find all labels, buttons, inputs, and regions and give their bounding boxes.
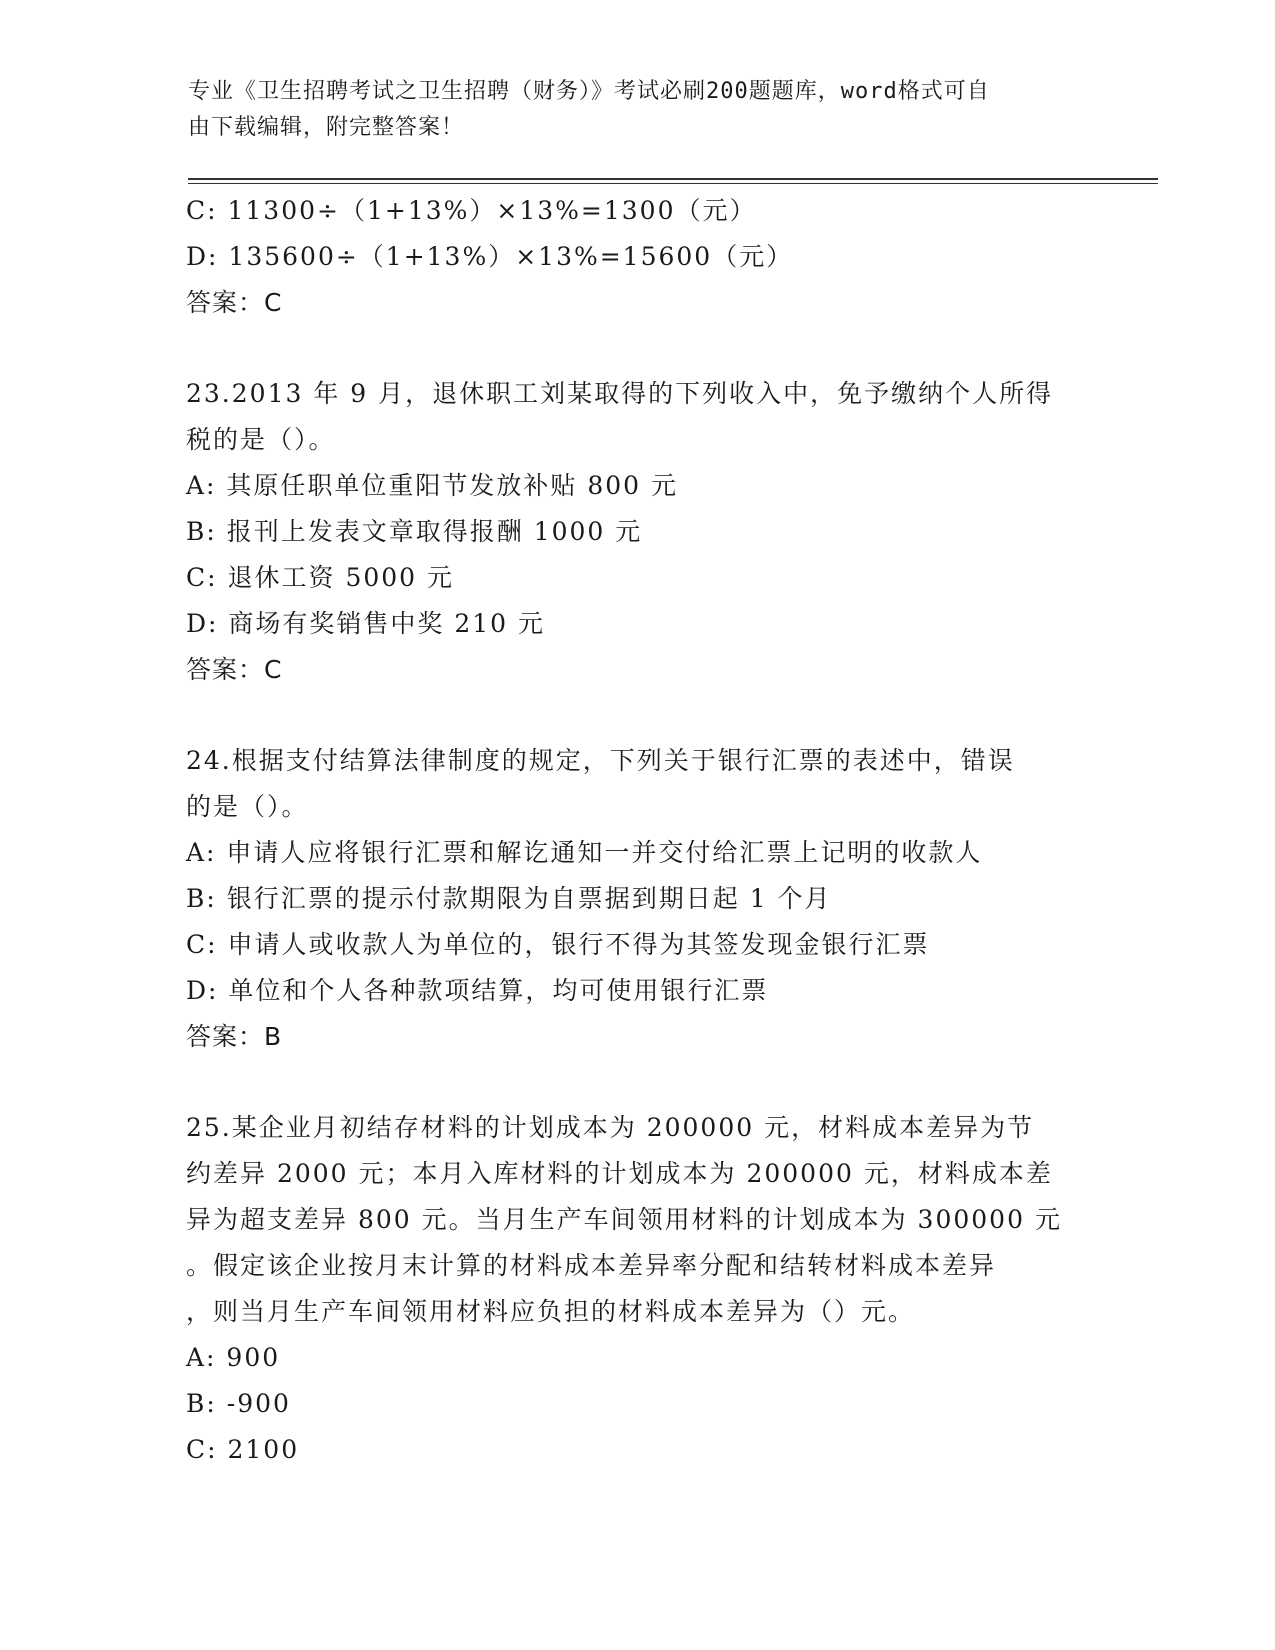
q25-option-a: A: 900 xyxy=(186,1343,281,1372)
q25-stem-line-4: 。假定该企业按月末计算的材料成本差异率分配和结转材料成本差异 xyxy=(186,1251,997,1280)
q25-stem-line-3: 异为超支差异 800 元。当月生产车间领用材料的计划成本为 300000 元 xyxy=(186,1205,1062,1234)
q25-stem xyxy=(186,1105,1106,1335)
q24-option-b: B: 银行汇票的提示付款期限为自票据到期日起 1 个月 xyxy=(186,884,832,913)
q24-stem-line-1: 24.根据支付结算法律制度的规定，下列关于银行汇票的表述中，错误 xyxy=(186,746,1015,775)
q23-stem xyxy=(186,371,1106,463)
q23-option-a: A: 其原任职单位重阳节发放补贴 800 元 xyxy=(186,471,679,500)
q24-option-c: C: 申请人或收款人为单位的，银行不得为其签发现金银行汇票 xyxy=(186,930,930,959)
header-title-line-1: 专业《卫生招聘考试之卫生招聘（财务）》考试必刷200题题库，word格式可自 xyxy=(188,79,990,104)
question-24 xyxy=(186,738,1106,1060)
q23-option-b: B: 报刊上发表文章取得报酬 1000 元 xyxy=(186,517,643,546)
header-divider-thin xyxy=(188,183,1158,184)
q25-option-b: B: -900 xyxy=(186,1389,291,1418)
q24-stem xyxy=(186,738,1106,830)
question-25 xyxy=(186,1105,1106,1473)
q25-stem-line-2: 约差异 2000 元；本月入库材料的计划成本为 200000 元，材料成本差 xyxy=(186,1159,1053,1188)
q22-option-c: C: 11300÷（1+13%）×13%=1300（元） xyxy=(186,196,757,225)
question-spacer xyxy=(186,326,1106,371)
q24-option-a: A: 申请人应将银行汇票和解讫通知一并交付给汇票上记明的收款人 xyxy=(186,838,983,867)
question-spacer xyxy=(186,1060,1106,1105)
question-list xyxy=(186,188,1106,1473)
q24-stem-line-2: 的是（）。 xyxy=(186,792,309,821)
q23-answer: 答案：C xyxy=(186,655,283,684)
q24-option-d: D: 单位和个人各种款项结算，均可使用银行汇票 xyxy=(186,976,769,1005)
q23-option-d: D: 商场有奖销售中奖 210 元 xyxy=(186,609,546,638)
header-title-line-2: 由下载编辑，附完整答案！ xyxy=(188,115,465,140)
document-header xyxy=(188,74,1068,146)
q25-stem-line-1: 25.某企业月初结存材料的计划成本为 200000 元，材料成本差异为节 xyxy=(186,1113,1035,1142)
q22-answer: 答案：C xyxy=(186,288,283,317)
q23-option-c: C: 退休工资 5000 元 xyxy=(186,563,455,592)
question-spacer xyxy=(186,693,1106,738)
q25-stem-line-5: ，则当月生产车间领用材料应负担的材料成本差异为（）元。 xyxy=(186,1297,916,1326)
q25-option-c: C: 2100 xyxy=(186,1435,300,1464)
header-divider-thick xyxy=(188,178,1158,180)
question-22-tail xyxy=(186,188,1106,326)
q23-stem-line-1: 23.2013 年 9 月，退休职工刘某取得的下列收入中，免予缴纳个人所得 xyxy=(186,379,1054,408)
q22-option-d: D: 135600÷（1+13%）×13%=15600（元） xyxy=(186,242,794,271)
q24-answer: 答案：B xyxy=(186,1022,283,1051)
question-23 xyxy=(186,371,1106,693)
q23-stem-line-2: 税的是（）。 xyxy=(186,425,336,454)
